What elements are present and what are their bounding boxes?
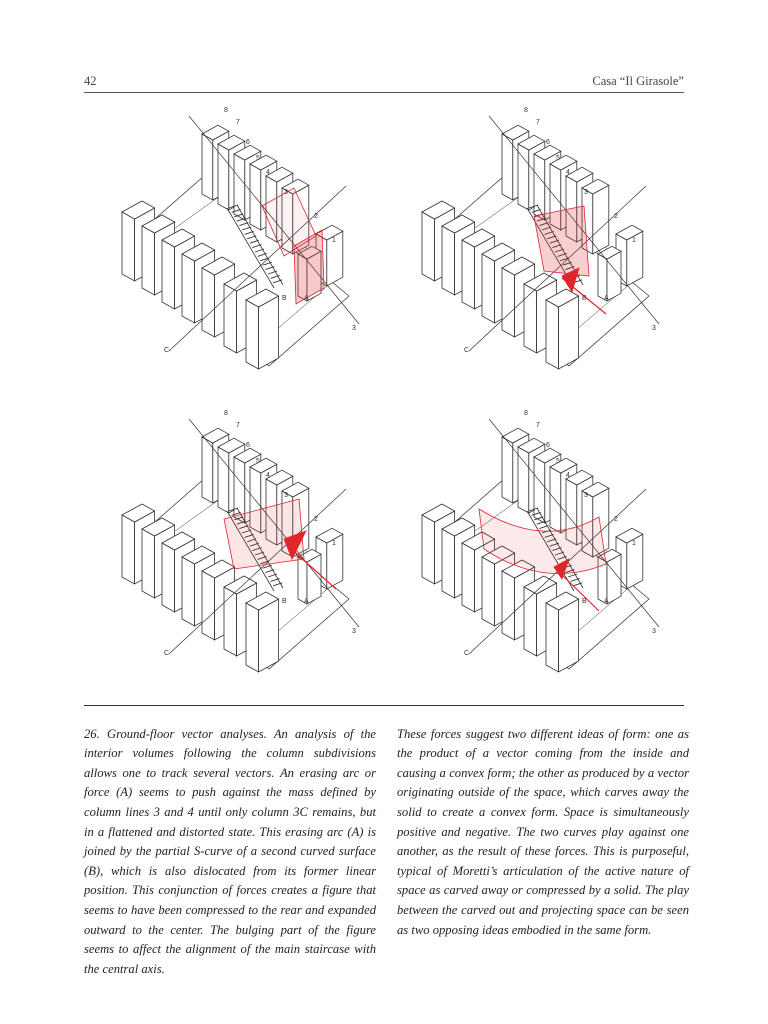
axonometric-svg-3 [84, 399, 384, 701]
vector-b-label: B [282, 598, 287, 605]
column-line-label: 8 [224, 410, 228, 417]
running-title: Casa “Il Girasole” [592, 74, 684, 88]
volume-face [259, 599, 279, 672]
column-line-label: 5 [556, 155, 560, 162]
column-line-label: 7 [536, 119, 540, 126]
volume-face [559, 296, 579, 369]
figure-26-grid [84, 96, 684, 701]
column-line-label: 6 [546, 139, 550, 146]
body-text: These forces suggest two different ideas of form: one as the product of a vector coming from the inside and causing a convex form; the other as produced by a vector originating outside of the space, which carves away the solid to create a convex form. Space is simultaneously positive and negative. The two curves play against one another, as the result of these forces. This is purposeful, typical of Moretti’s articulation of the active nature of space as carved away or compressed by a solid. The play between the carved out and projecting space can be seen as two opposing ideas embodied in the same form. [397, 726, 689, 937]
volume-side [202, 437, 213, 503]
axis-c-label: C [164, 347, 170, 354]
column-line-label: 2 [614, 213, 618, 220]
running-header [84, 74, 684, 90]
volume-side [202, 268, 215, 337]
column-line-label: 8 [524, 107, 528, 114]
volume-side [182, 557, 195, 626]
column-line-label: 4 [566, 472, 570, 479]
vector-b-label: B [282, 295, 287, 302]
page-number: 42 [84, 74, 97, 88]
volume-side [422, 212, 435, 281]
front-volume [546, 289, 579, 369]
vector-a-label: A [604, 295, 609, 302]
column-line-label: 4 [266, 169, 270, 176]
header-rule [84, 92, 684, 93]
column-line-label: 2 [314, 213, 318, 220]
column-line-label: 8 [224, 107, 228, 114]
column-line-label: 5 [256, 458, 260, 465]
column-line-label: 7 [236, 119, 240, 126]
axonometric-drawing-3 [84, 399, 384, 701]
front-volume [546, 592, 579, 672]
column-line-label: 1 [632, 237, 636, 244]
axis-3-label: 3 [352, 325, 356, 332]
front-volume [246, 592, 279, 672]
volume-side [224, 587, 237, 656]
axonometric-drawing-2 [384, 96, 684, 398]
volume-face [259, 296, 279, 369]
axis-3-label: 3 [352, 628, 356, 635]
volume-side [502, 437, 513, 503]
volume-side [524, 587, 537, 656]
axonometric-svg-1 [84, 96, 384, 398]
column-line-label: 6 [546, 442, 550, 449]
volume-side [202, 134, 213, 200]
axis-3-label: 3 [652, 628, 656, 635]
vector-a-label: A [304, 295, 309, 302]
column-line-label: 3 [284, 189, 288, 196]
column-line-label: 3 [284, 492, 288, 499]
axis-c-label: C [464, 347, 470, 354]
volume-side [482, 254, 495, 323]
vector-field-a [534, 206, 589, 276]
column-line-label: 4 [566, 169, 570, 176]
volume-side [162, 543, 175, 612]
volume-side [246, 603, 259, 672]
column-line-label: 7 [536, 422, 540, 429]
column-line-label: 1 [632, 540, 636, 547]
volume-face [593, 185, 609, 254]
volume-face [307, 554, 321, 604]
column-line-label: 2 [314, 516, 318, 523]
volume-side [598, 254, 607, 301]
volume-side [182, 254, 195, 323]
volume-face [607, 554, 621, 604]
volume-side [442, 529, 455, 598]
figure-caption: 26. Ground-floor vector analyses. An analysis of the interior volumes following the column subdivisions allows one to track several vectors. An erasing arc or force (A) seems to push against the mass defined by column lines 3 and 4 until only column 3C remains, but in a flattened and distorted state. This erasing arc (A) is joined by the partial S-curve of a second curved surface (B), which is also dislocated from its former linear position. This conjunction of forces creates a figure that seems to have been compressed to the rear and expanded outward to the center. The bulging part of the figure seems to affect the alignment of the main staircase with the central axis. [84, 726, 376, 976]
volume-side [502, 571, 515, 640]
column-line-label: 3 [584, 492, 588, 499]
column-line-label: 7 [236, 422, 240, 429]
axis-c-label: C [464, 650, 470, 657]
volume-side [224, 284, 237, 353]
vector-a-label: A [604, 598, 609, 605]
axonometric-svg-2 [384, 96, 684, 398]
volume-side [462, 240, 475, 309]
volume-side [122, 212, 135, 281]
vector-b-label: B [582, 598, 587, 605]
volume-side [162, 240, 175, 309]
axonometric-drawing-1 [84, 96, 384, 398]
axis-3-label: 3 [652, 325, 656, 332]
volume-side [422, 515, 435, 584]
volume-side [202, 571, 215, 640]
column-line-label: 5 [556, 458, 560, 465]
volume-side [142, 226, 155, 295]
axis-c-label: C [164, 650, 170, 657]
column-line-label: 4 [266, 472, 270, 479]
vector-a-label: A [304, 598, 309, 605]
volume-side [122, 515, 135, 584]
volume-side [524, 284, 537, 353]
column-line-label: 5 [256, 155, 260, 162]
vector-overlay [262, 188, 324, 304]
volume-side [442, 226, 455, 295]
column-line-label: 3 [584, 189, 588, 196]
volume-face [559, 599, 579, 672]
axonometric-drawing-4 [384, 399, 684, 701]
column-line-label: 1 [332, 237, 336, 244]
front-volume [246, 289, 279, 369]
vector-b-label: B [582, 295, 587, 302]
column-line-label: 2 [614, 516, 618, 523]
volume-face [607, 251, 621, 301]
volume-side [502, 134, 513, 200]
axonometric-svg-4 [384, 399, 684, 701]
volume-side [298, 557, 307, 604]
column-line-label: 8 [524, 410, 528, 417]
volume-side [502, 268, 515, 337]
volume-side [462, 543, 475, 612]
volume-side [246, 300, 259, 369]
caption-rule [84, 705, 684, 706]
column-line-label: 1 [332, 540, 336, 547]
column-line-label: 6 [246, 139, 250, 146]
volume-side [546, 300, 559, 369]
column-line-label: 6 [246, 442, 250, 449]
volume-side [142, 529, 155, 598]
volume-side [482, 557, 495, 626]
volume-side [546, 603, 559, 672]
